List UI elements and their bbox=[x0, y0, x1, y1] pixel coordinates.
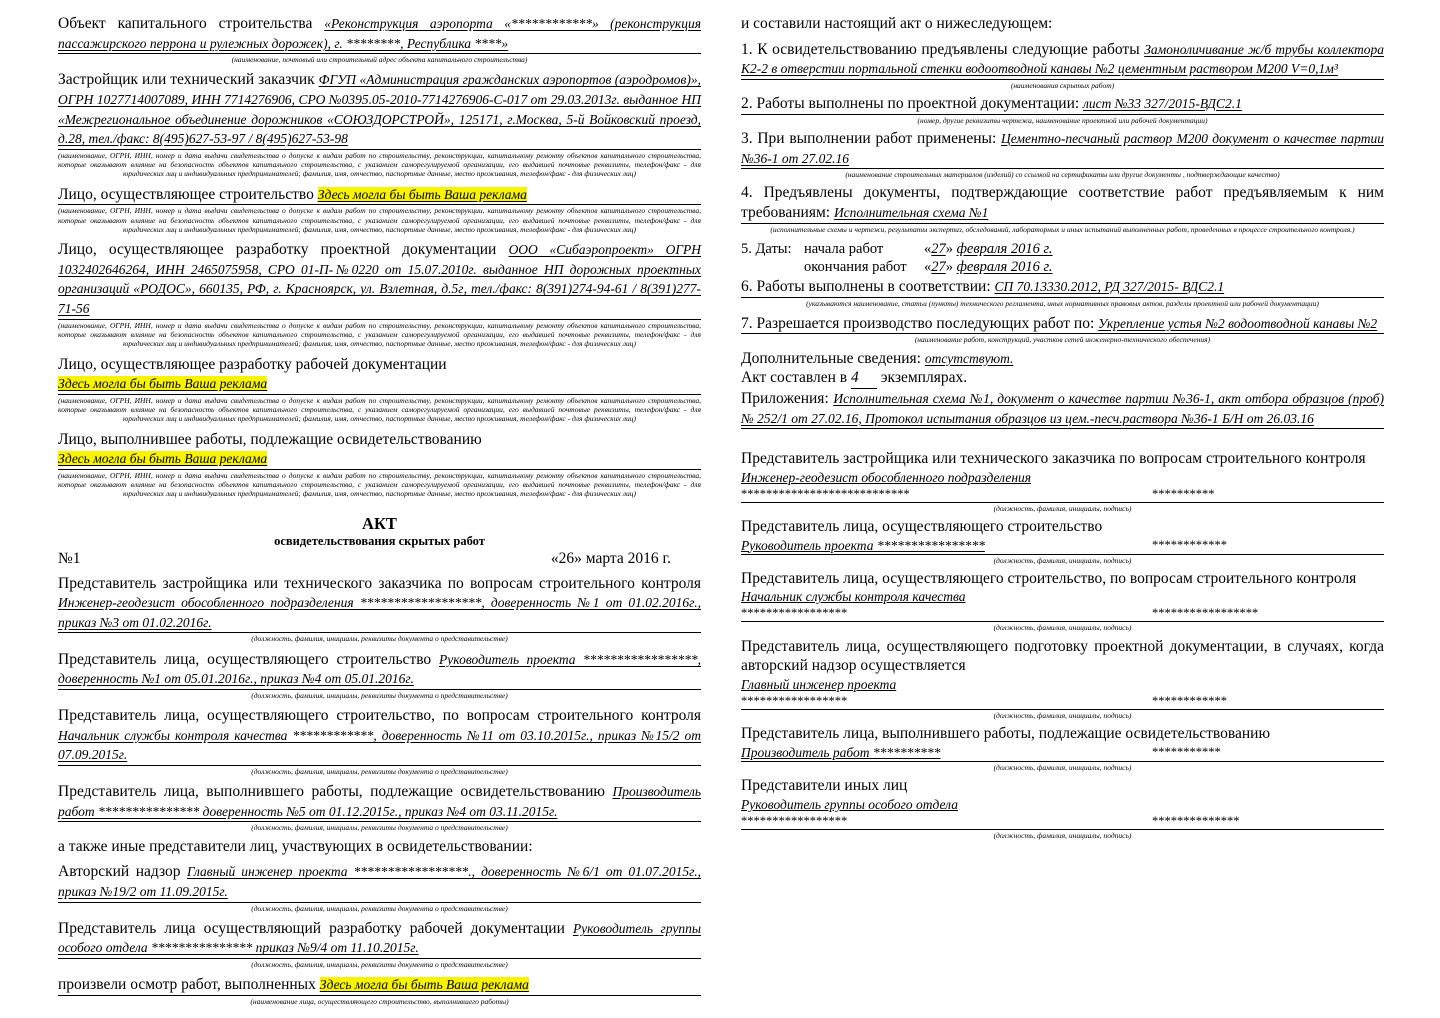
item-7-caption: (наименование работ, конструкций, участков сетей инженерно-технического обеспечения) bbox=[914, 335, 1211, 345]
item-1-label: 1. К освидетельствованию предъявлены следующие работы bbox=[741, 40, 1140, 58]
object-label: Объект капитального строительства bbox=[58, 15, 313, 32]
working-docs-value: Здесь могла бы быть Ваша реклама bbox=[58, 376, 268, 392]
rep-author-value: Главный инженер проекта *****************., доверенность №6/1 от 01.07.2015г., приказ №19/2 от 11.09.2015г. bbox=[58, 864, 701, 899]
sig-5-signature: *********** bbox=[1152, 744, 1221, 759]
item-1-caption: (наименования скрытых работ) bbox=[1010, 80, 1115, 90]
sig-6-role: Руководитель группы особого отдела bbox=[741, 796, 958, 812]
item-5-end-day: 27 bbox=[931, 259, 946, 276]
item-6-label: 6. Работы выполнены в соответствии: bbox=[741, 277, 991, 295]
rep-author-label: Авторский надзор bbox=[58, 863, 181, 881]
developer-field bbox=[58, 70, 701, 149]
item-1-value: Замоноличивание ж/б трубы коллектора К2-2 в отверстии портальной стенки водоотводной канавы №2 цементным раствором М200 V=0,1м³ bbox=[741, 41, 1384, 77]
item-5-end-label: окончания работ bbox=[804, 259, 907, 276]
sig-3-signature: ***************** bbox=[1152, 606, 1259, 621]
copies-count: 4 bbox=[851, 368, 877, 389]
builder-field bbox=[58, 185, 701, 206]
rep-performer-label: Представитель лица, выполнившего работы, подлежащие освидетельствованию bbox=[58, 783, 605, 801]
item-4-field bbox=[741, 183, 1384, 223]
rep-workdocs-field bbox=[58, 919, 701, 959]
other-reps-intro: а также иные представители лиц, участвующих в освидетельствовании: bbox=[58, 837, 533, 855]
act-date: «26» марта 2016 г. bbox=[550, 549, 671, 567]
extra-info-value: отсутствуют. bbox=[924, 350, 1014, 366]
annex-value: Исполнительная схема №1, документ о качестве партии №36-1, акт отбора образцов (проб) № 252/1 от 27.02.16, Протокол испытания образцов из цем.-песч.раствора №36-1 Б/Н от 26.03.16 bbox=[741, 390, 1384, 426]
act-intro: и составили настоящий акт о нижеследующем: bbox=[741, 15, 1053, 32]
rep-developer-field bbox=[58, 574, 701, 634]
rep-control-value: Начальник службы контроля качества ************, доверенность №11 от 03.10.2015г., приказ №15/2 от 07.09.2015г. bbox=[58, 727, 701, 763]
sig-1-signature: ********** bbox=[1152, 486, 1215, 501]
sig-2-line bbox=[741, 537, 1384, 555]
sig-6-label: Представители иных лиц bbox=[741, 777, 908, 795]
rep-workdocs-value: Руководитель группы особого отдела *************** приказ №9/4 от 11.10.2015г. bbox=[58, 920, 702, 956]
rep-workdocs-label: Представитель лица осуществляющий разработку рабочей документации bbox=[58, 919, 565, 937]
performer-label: Лицо, выполнившее работы, подлежащие освидетельствованию bbox=[58, 430, 482, 448]
performer-value: Здесь могла бы быть Ваша реклама bbox=[58, 451, 268, 467]
sig-3-name: ***************** bbox=[741, 606, 848, 621]
item-5-start-label: начала работ bbox=[804, 240, 884, 257]
object-field bbox=[58, 14, 701, 54]
designer-field bbox=[58, 240, 701, 319]
annex-label: Приложения: bbox=[741, 389, 829, 407]
sig-5-role: Производитель работ ********** bbox=[741, 744, 941, 760]
builder-value: Здесь могла бы быть Ваша реклама bbox=[317, 186, 527, 202]
rep-performer-value: Производитель работ *************** доверенность №5 от 01.12.2015г., приказ №4 от 03.11.2015г. bbox=[58, 784, 702, 819]
sig-1-label: Представитель застройщика или технического заказчика по вопросам строительного контроля bbox=[741, 450, 1366, 468]
item-5-end-rest: февраля 2016 г. bbox=[956, 259, 1053, 276]
sig-5-caption: (должность, фамилия, инициалы, подпись) bbox=[993, 762, 1132, 772]
item-4-value: Исполнительная схема №1 bbox=[833, 205, 989, 221]
working-docs-field bbox=[58, 374, 701, 395]
item-5-end-row: окончания работ «27» февраля 2016 г. bbox=[804, 259, 1053, 276]
extra-info-label: Дополнительные сведения: bbox=[741, 349, 921, 367]
copies-post: экземплярах. bbox=[880, 369, 968, 387]
item-6-caption: (указываются наименование, статьи (пункты) технического регламента, иных нормативных правовых актов, разделы проектной или рабочей документации) bbox=[806, 298, 1319, 308]
rep-builder-label: Представитель лица, осуществляющего строительство bbox=[58, 650, 432, 668]
sig-3-role: Начальник службы контроля качества bbox=[741, 589, 966, 605]
item-4-caption: (исполнительные схемы и чертежи, результаты экспертиз, обследований, лабораторных и иных испытаний выполненных работ, проведенных в процессе строительного контроля.) bbox=[770, 224, 1355, 234]
item-2-label: 2. Работы выполнены по проектной документации: bbox=[741, 95, 1080, 113]
item-7-field bbox=[741, 314, 1384, 335]
inspection-caption: (наименование лица, осуществляющего строительство, выполнившего работы) bbox=[250, 996, 509, 1006]
copies-pre: Акт составлен в bbox=[741, 369, 848, 387]
sig-4-line bbox=[741, 693, 1384, 710]
sig-2-caption: (должность, фамилия, инициалы, подпись) bbox=[993, 555, 1132, 565]
sig-4-signature: ************ bbox=[1152, 693, 1227, 708]
sig-6-name: ***************** bbox=[741, 813, 848, 828]
sig-5-label: Представитель лица, выполнившего работы, подлежащие освидетельствованию bbox=[741, 725, 1271, 743]
developer-value: ФГУП «Администрация гражданских аэропортов (аэродромов)», ОГРН 1027714007089, ИНН 7714276906, СРО №0395.05-2010-7714276906-С-017 от 29.03.2013г. выданное НП «Межрегиональное объединение дорожников «СОЮЗДОРСТРОЙ», 125171, г.Москва, 5-й Войковский проезд, д.28, тел./факс: 8(495)627-53-97 / 8(495)627-53-98 bbox=[58, 72, 701, 147]
inspection-label: произвели осмотр работ, выполненных bbox=[58, 976, 316, 994]
item-5-label: 5. Даты: bbox=[741, 240, 792, 257]
sig-4-label: Представитель лица, осуществляющего подготовку проектной документации, в случаях, когда авторский надзор осуществляется bbox=[741, 637, 1384, 675]
inspection-value: Здесь могла бы быть Ваша реклама bbox=[319, 977, 529, 993]
sig-2-label: Представитель лица, осуществляющего строительство bbox=[741, 517, 1103, 535]
item-3-field bbox=[741, 129, 1384, 169]
act-title: АКТ bbox=[362, 513, 397, 533]
working-docs-label: Лицо, осуществляющее разработку рабочей документации bbox=[58, 355, 447, 373]
item-2-value: лист №33 327/2015-ВДС2.1 bbox=[1083, 96, 1242, 112]
sig-6-caption: (должность, фамилия, инициалы, подпись) bbox=[993, 830, 1132, 840]
act-number: №1 bbox=[58, 549, 81, 567]
sig-4-name: ***************** bbox=[741, 693, 848, 708]
developer-label: Застройщик или технический заказчик bbox=[58, 71, 315, 89]
item-2-field bbox=[741, 94, 1384, 115]
sig-2-signature: ************ bbox=[1152, 537, 1227, 552]
left-page bbox=[58, 14, 701, 1010]
rep-control-caption: (должность, фамилия, инициалы, реквизиты документа о представительстве) bbox=[251, 767, 508, 776]
builder-caption: (наименование, ОГРН, ИНН, номер и дата выдачи свидетельства о допуске к видам работ по строительству, реконструкции, капитальному ремонту объектов капитального строительства, которые оказывают влияние на безопасность объектов капитального строительства, с указанием саморегулируемой организации, его выдавшей почтовые реквизиты, телефон/факс - для юридических лиц и индивидуальных предпринимателей; фамилия, имя, отчество, паспортные данные, место проживания, телефон/факс - для физических лиц) bbox=[58, 206, 701, 234]
item-7-label: 7. Разрешается производство последующих работ по: bbox=[741, 314, 1095, 332]
sig-4-role: Главный инженер проекта bbox=[741, 676, 897, 692]
annex-field bbox=[741, 389, 1384, 429]
rep-developer-caption: (должность, фамилия, инициалы, реквизиты документа о представительстве) bbox=[251, 634, 508, 644]
item-3-value: Цементно-песчаный раствор М200 документ о качестве партии №36-1 от 27.02.16 bbox=[741, 130, 1384, 166]
sig-6-signature: ************** bbox=[1152, 813, 1240, 828]
right-page bbox=[741, 14, 1384, 844]
object-caption: (наименование, почтовый или строительный адрес объекта капитального строительства) bbox=[231, 55, 528, 65]
sig-6-line bbox=[741, 813, 1384, 830]
sig-5-line bbox=[741, 744, 1384, 762]
rep-control-label: Представитель лица, осуществляющего строительство, по вопросам строительного контроля bbox=[58, 707, 701, 725]
rep-workdocs-caption: (должность, фамилия, инициалы, реквизиты документа о представительстве) bbox=[251, 960, 508, 970]
rep-builder-value: Руководитель проекта *****************, доверенность №1 от 05.01.2016г., приказ №4 от 05.01.2016г. bbox=[58, 651, 701, 687]
sig-1-role: Инженер-геодезист обособленного подразделения bbox=[741, 469, 1032, 485]
designer-label: Лицо, осуществляющее разработку проектной документации bbox=[58, 241, 497, 259]
act-number-row bbox=[58, 549, 701, 568]
rep-control-field bbox=[58, 706, 701, 766]
rep-developer-value: Инженер-геодезист обособленного подразделения ******************, доверенность №1 от 01.02.2016г., приказ №3 от 01.02.2016г. bbox=[58, 595, 701, 630]
item-3-caption: (наименование строительных материалов (изделий) со ссылкой на сертификаты или другие документы , подтверждающие качество) bbox=[845, 170, 1280, 180]
item-5-dates bbox=[741, 240, 1384, 277]
sig-2-role: Руководитель проекта **************** bbox=[741, 537, 985, 553]
sig-1-line bbox=[741, 486, 1384, 503]
rep-author-field bbox=[58, 862, 701, 902]
sig-3-caption: (должность, фамилия, инициалы, подпись) bbox=[993, 623, 1132, 633]
item-2-caption: (номер, другие реквизиты чертежа, наименование проектной или рабочей документации) bbox=[917, 115, 1208, 125]
sig-3-line bbox=[741, 605, 1384, 622]
designer-value: ООО «Сибаэропроект» ОГРН 1032402646264, ИНН 2465075958, СРО 01-П-№0220 от 15.07.2010г. выданное НП дорожных проектных организаций «РОДОС», 660135, РФ, г. Красноярск, ул. Взлетная, д.5г, тел./факс: 8(391)274-94-61 / 8(391)277-71-56 bbox=[58, 242, 702, 317]
developer-caption: (наименование, ОГРН, ИНН, номер и дата выдачи свидетельства о допуске к видам работ по строительству, реконструкции, капитальному ремонту объектов капитального строительства, которые оказывают влияние на безопасность объектов капитального строительства, с указанием саморегулируемой организации, его выдавшей почтовые реквизиты, телефон/факс - для юридических лиц и индивидуальных предпринимателей; фамилия, имя, отчество, паспортные данные, место проживания, телефон/факс - для физических лиц) bbox=[58, 150, 701, 179]
item-6-value: СП 70.13330.2012, РД 327/2015- ВДС2.1 bbox=[994, 278, 1225, 294]
act-subtitle: освидетельствования скрытых работ bbox=[274, 533, 485, 548]
rep-performer-field bbox=[58, 782, 701, 822]
rep-builder-field bbox=[58, 650, 701, 690]
sig-3-label: Представитель лица, осуществляющего строительство, по вопросам строительного контроля bbox=[741, 569, 1357, 587]
inspection-field bbox=[58, 975, 701, 996]
item-1-field bbox=[741, 40, 1384, 80]
working-docs-caption: (наименование, ОГРН, ИНН, номер и дата выдачи свидетельства о допуске к видам работ по строительству, реконструкции, капитальному ремонту объектов капитального строительства, которые оказывают влияние на безопасность объектов капитального строительства, с указанием саморегулируемой организации, его выдавшей почтовые реквизиты, телефон/факс - для юридических лиц и индивидуальных предпринимателей; фамилия, имя, отчество, паспортные данные, место проживания, телефон/факс - для физических лиц) bbox=[58, 395, 701, 424]
item-4-label: 4. Предъявлены документы, подтверждающие соответствие работ предъявляемым к ним требованиям: bbox=[741, 184, 1384, 222]
sig-4-caption: (должность, фамилия, инициалы, подпись) bbox=[993, 710, 1132, 720]
item-7-value: Укрепление устья №2 водоотводной канавы №2 bbox=[1098, 315, 1378, 331]
builder-label: Лицо, осуществляющее строительство bbox=[58, 185, 314, 203]
rep-developer-label: Представитель застройщика или технического заказчика по вопросам строительного контроля bbox=[58, 574, 701, 592]
performer-field bbox=[58, 449, 701, 470]
item-5-start-day: 27 bbox=[931, 240, 946, 257]
extra-info bbox=[741, 349, 1384, 369]
rep-performer-caption: (должность, фамилия, инициалы, реквизиты документа о представительстве) bbox=[251, 823, 508, 833]
item-3-label: 3. При выполнении работ применены: bbox=[741, 129, 997, 147]
rep-builder-caption: (должность, фамилия, инициалы, реквизиты документа о представительстве) bbox=[251, 690, 508, 700]
rep-author-caption: (должность, фамилия, инициалы, реквизиты документа о представительстве) bbox=[251, 903, 508, 913]
designer-caption: (наименование, ОГРН, ИНН, номер и дата выдачи свидетельства о допуске к видам работ по строительству, реконструкции, капитальному ремонту объектов капитального строительства, которые оказывают влияние на безопасность объектов капитального строительства, с указанием саморегулируемой организации, его выдавшей почтовые реквизиты, телефон/факс - для юридических лиц и индивидуальных предпринимателей; фамилия, имя, отчество, паспортные данные, место проживания, телефон/факс - для физических лиц) bbox=[58, 320, 701, 349]
item-5-start-row: 5. Даты: начала работ «27» февраля 2016 г. bbox=[741, 240, 1053, 257]
sig-1-caption: (должность, фамилия, инициалы, подпись) bbox=[993, 503, 1132, 513]
performer-caption: (наименование, ОГРН, ИНН, номер и дата выдачи свидетельства о допуске к видам работ по строительству, реконструкции, капитальному ремонту объектов капитального строительства, которые оказывают влияние на безопасность объектов капитального строительства, с указанием саморегулируемой организации, его выдавшей почтовые реквизиты, телефон/факс - для юридических лиц и индивидуальных предпринимателей; фамилия, имя, отчество, паспортные данные, место проживания, телефон/факс - для физических лиц) bbox=[58, 470, 701, 499]
object-value: «Реконструкция аэропорта «************» (реконструкция пассажирского перрона и рулежных дорожек), г. ********, Республика ****» bbox=[58, 16, 702, 51]
sig-1-name: *************************** bbox=[741, 486, 910, 501]
item-5-start-rest: февраля 2016 г. bbox=[956, 240, 1053, 257]
item-6-field bbox=[741, 277, 1384, 298]
copies-row bbox=[741, 368, 1384, 389]
